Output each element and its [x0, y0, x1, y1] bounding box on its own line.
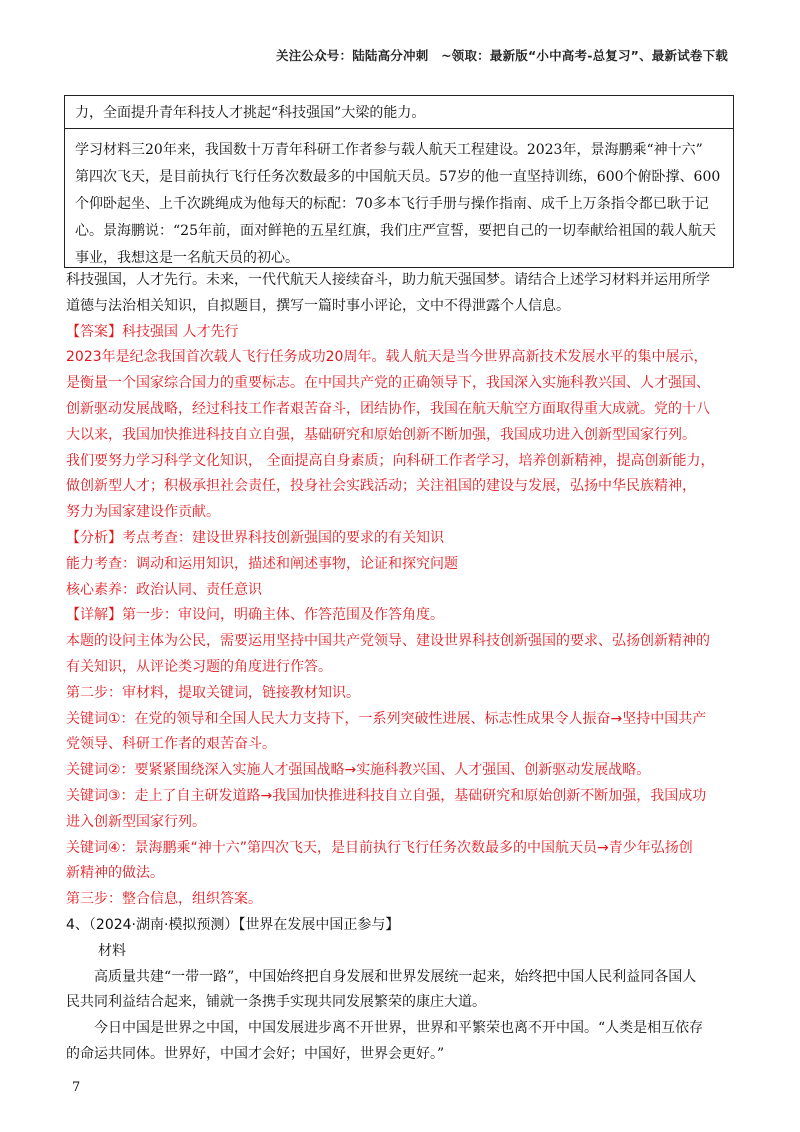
material-line: 学习材料三20年来，我国数十万青年科研工作者参与载人航天工程建设。2023年，景海鹏乘“神十六” [75, 142, 703, 158]
core-line: 核心素养：政治认同、责任意识 [66, 581, 262, 598]
material-box-top [64, 95, 734, 129]
page-number: 7 [72, 1080, 81, 1095]
answer-tag: 【答案】 [66, 323, 122, 340]
material-line: 第四次飞天，是目前执行飞行任务次数最多的中国航天员。57岁的他一直坚持训练，600个俯卧撑、600 [75, 169, 721, 185]
question-line: 道德与法治相关知识，自拟题目，撰写一篇时事小评论，文中不得泄露个人信息。 [66, 297, 570, 314]
material-para-line: 高质量共建“一带一路”，中国始终把自身发展和世界发展统一起来，始终把中国人民利益同各国人 [94, 968, 697, 985]
keyword-one-line: 党领导、科研工作者的艰苦奋斗。 [66, 736, 276, 753]
material-para-line: 民共同利益结合起来，铺就一条携手实现共同发展繁荣的康庄大道。 [66, 994, 486, 1011]
main-content [66, 268, 734, 1068]
material-label: 材料 [98, 942, 126, 959]
answer-para-line: 创新驱动发展战略，经过科技工作者艰苦奋斗，团结协作，我国在航天航空方面取得重大成就。党的十八 [66, 400, 710, 417]
keyword-four-line: 关键词④：景海鹏乘“神十六”第四次飞天，是目前执行飞行任务次数最多的中国航天员→青少年弘扬创 [66, 839, 693, 856]
detail-text: 第一步：审设问，明确主体、作答范围及作答角度。 [122, 607, 444, 624]
answer-para-line: 努力为国家建设作贡献。 [66, 504, 220, 521]
detail-line [66, 603, 734, 629]
question-line: 科技强国，人才先行。未来，一代代航天人接续奋斗，助力航天强国梦。请结合上述学习材料并运用所学 [66, 272, 710, 288]
material-line: 个仰卧起坐、上千次跳绳成为他每天的标配：70多本飞行手册与操作指南、成千上万条指令都已耿于记 [75, 196, 709, 212]
detail-body-line: 本题的设问主体为公民，需要运用坚持中国共产党领导、建设世界科技创新强国的要求、弘扬创新精神的 [66, 633, 710, 650]
material-box-top-text: 力，全面提升青年科技人才挑起“科技强国”大梁的能力。 [75, 105, 426, 121]
page-header: 关注公众号：陆陆高分冲刺 ~领取：最新版“小中高考-总复习”、最新试卷下载 [276, 48, 728, 63]
keyword-three-line: 关键词③：走上了自主研发道路→我国加快推进科技自立自强，基础研究和原始创新不断加强，我国成功 [66, 787, 707, 804]
material-para-line: 今日中国是世界之中国，中国发展进步离不开世界，世界和平繁荣也离不开中国。“人类是相互依存 [94, 1020, 704, 1037]
answer-para-line: 是衡量一个国家综合国力的重要标志。在中国共产党的正确领导下，我国深入实施科教兴国、人才强国、 [66, 375, 710, 392]
analysis-tag: 【分析】 [66, 529, 122, 546]
keyword-one-line: 关键词①：在党的领导和全国人民大力支持下，一系列突破性进展、标志性成果令人振奋→坚持中国共产 [66, 710, 707, 727]
step-two: 第二步：审材料，提取关键词，链接教材知识。 [66, 684, 360, 701]
analysis-text: 考点考查：建设世界科技创新强国的要求的有关知识 [122, 529, 444, 546]
keyword-four-line: 新精神的做法。 [66, 865, 164, 882]
answer-para-line: 大以来，我国加快推进科技自立自强，基础研究和原始创新不断加强，我国成功进入创新型国家行列。 [66, 426, 696, 443]
answer-para-line: 2023年是纪念我国首次载人飞行任务成功20周年。载人航天是当今世界高新技术发展水平的集中展示， [66, 349, 708, 366]
material-box-three [64, 128, 734, 268]
answer-para-line: 做创新型人才；积极承担社会责任，投身社会实践活动；关注祖国的建设与发展，弘扬中华民族精神， [66, 478, 696, 495]
analysis-line [66, 526, 734, 552]
answer-para-line: 我们要努力学习科学文化知识， 全面提高自身素质；向科研工作者学习，培养创新精神，提高创新能力， [66, 452, 715, 469]
keyword-two: 关键词②：要紧紧围绕深入实施人才强国战略→实施科教兴国、人才强国、创新驱动发展战略。 [66, 762, 651, 779]
keyword-three-line: 进入创新型国家行列。 [66, 813, 206, 830]
ability-line: 能力考查：调动和运用知识，描述和阐述事物，论证和探究问题 [66, 555, 458, 572]
detail-body-line: 有关知识，从评论类习题的角度进行作答。 [66, 658, 332, 675]
step-three: 第三步：整合信息，组织答案。 [66, 891, 262, 908]
detail-tag: 【详解】 [66, 607, 122, 624]
answer-heading [66, 320, 734, 346]
material-line: 心。景海鹏说：“25年前，面对鲜艳的五星红旗，我们庄严宣誓，要把自己的一切奉献给祖国的载人航天 [75, 223, 716, 239]
answer-title: 科技强国 人才先行 [122, 323, 239, 340]
question-four-title: 4、（2024·湖南·模拟预测）【世界在发展中国正参与】 [66, 916, 400, 933]
material-para-line: 的命运共同体。世界好，中国才会好；中国好，世界会更好。” [66, 1045, 445, 1062]
material-line: 事业，我想这是一名航天员的初心。 [75, 250, 299, 266]
